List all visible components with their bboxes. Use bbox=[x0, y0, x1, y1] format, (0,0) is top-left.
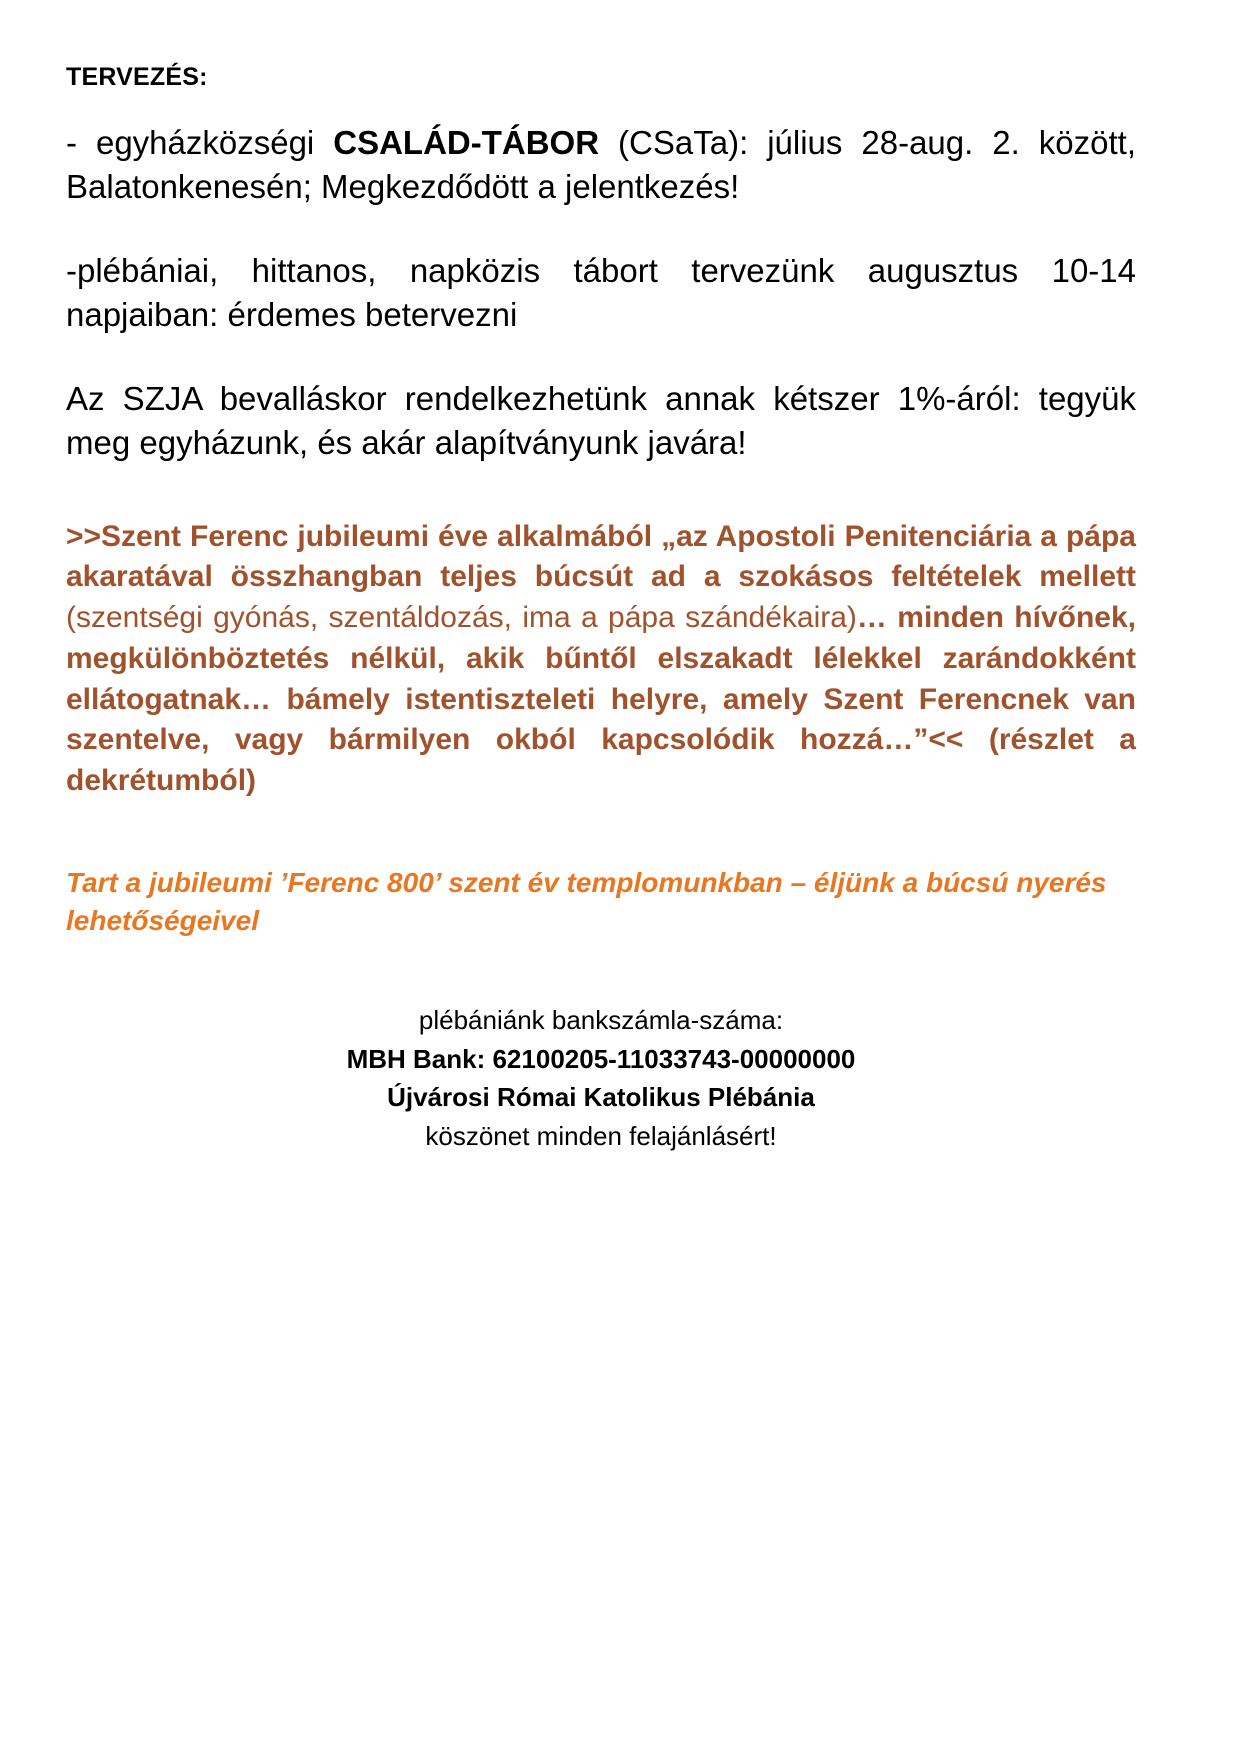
jubilee-highlight bbox=[66, 864, 1136, 939]
jubilee-highlight-text: Tart a jubileumi ’Ferenc 800’ szent év templomunkban – éljünk a búcsú nyerés lehetőségeivel bbox=[66, 867, 1107, 936]
page-title: TERVEZÉS: bbox=[66, 63, 208, 91]
spacer bbox=[66, 939, 1136, 1001]
spacer bbox=[66, 209, 1136, 249]
announcement-family-camp bbox=[66, 121, 1136, 209]
family-camp-details: (CSaTa): július 28-aug. 2. között, Balatonkenesén; Megkezdődött a jelentkezés! bbox=[66, 124, 1136, 206]
spacer bbox=[66, 337, 1136, 377]
announcement-day-camp bbox=[66, 249, 1136, 337]
bank-details-block bbox=[66, 1001, 1136, 1155]
day-camp-text: -plébániai, hittanos, napközis tábort tervezünk augusztus 10-14 napjaiban: érdemes betervezni bbox=[66, 252, 1136, 333]
announcement-tax-donation bbox=[66, 377, 1136, 465]
decree-quote-conditions: (szentségi gyónás, szentáldozás, ima a pápa szándékaira) bbox=[66, 601, 857, 635]
bank-details-intro: plébániánk bankszámla-száma: bbox=[418, 1005, 784, 1036]
family-camp-lead: - egyházközségi bbox=[66, 124, 334, 162]
decree-quote bbox=[66, 517, 1136, 803]
spacer bbox=[66, 802, 1136, 864]
tax-donation-text: Az SZJA bevalláskor rendelkezhetünk annak kétszer 1%-áról: tegyük meg egyházunk, és akár alapítványunk javára! bbox=[66, 379, 1136, 461]
spacer bbox=[66, 465, 1136, 517]
parish-name: Újvárosi Római Katolikus Plébánia bbox=[387, 1082, 815, 1113]
thanks-note: köszönet minden felajánlásért! bbox=[425, 1120, 777, 1151]
family-camp-title: CSALÁD-TÁBOR bbox=[333, 124, 600, 162]
decree-quote-part-two: … minden hívőnek, megkülönböztetés nélkül, akik bűntől elszakadt lélekkel zarándokként ellátogatnak… bámely istentiszteleti helyre, amely Szent Ferencnek van szentelve, vagy bármilyen okból kapcsolódik hozzá…”<< (részlet a dekrétumból) bbox=[66, 601, 1136, 798]
bank-account-number: MBH Bank: 62100205-11033743-00000000 bbox=[346, 1043, 856, 1074]
decree-quote-part-one: >>Szent Ferenc jubileumi éve alkalmából „az Apostoli Penitenciária a pápa akaratával összhangban teljes búcsút ad a szokásos feltételek mellett bbox=[66, 519, 1136, 594]
